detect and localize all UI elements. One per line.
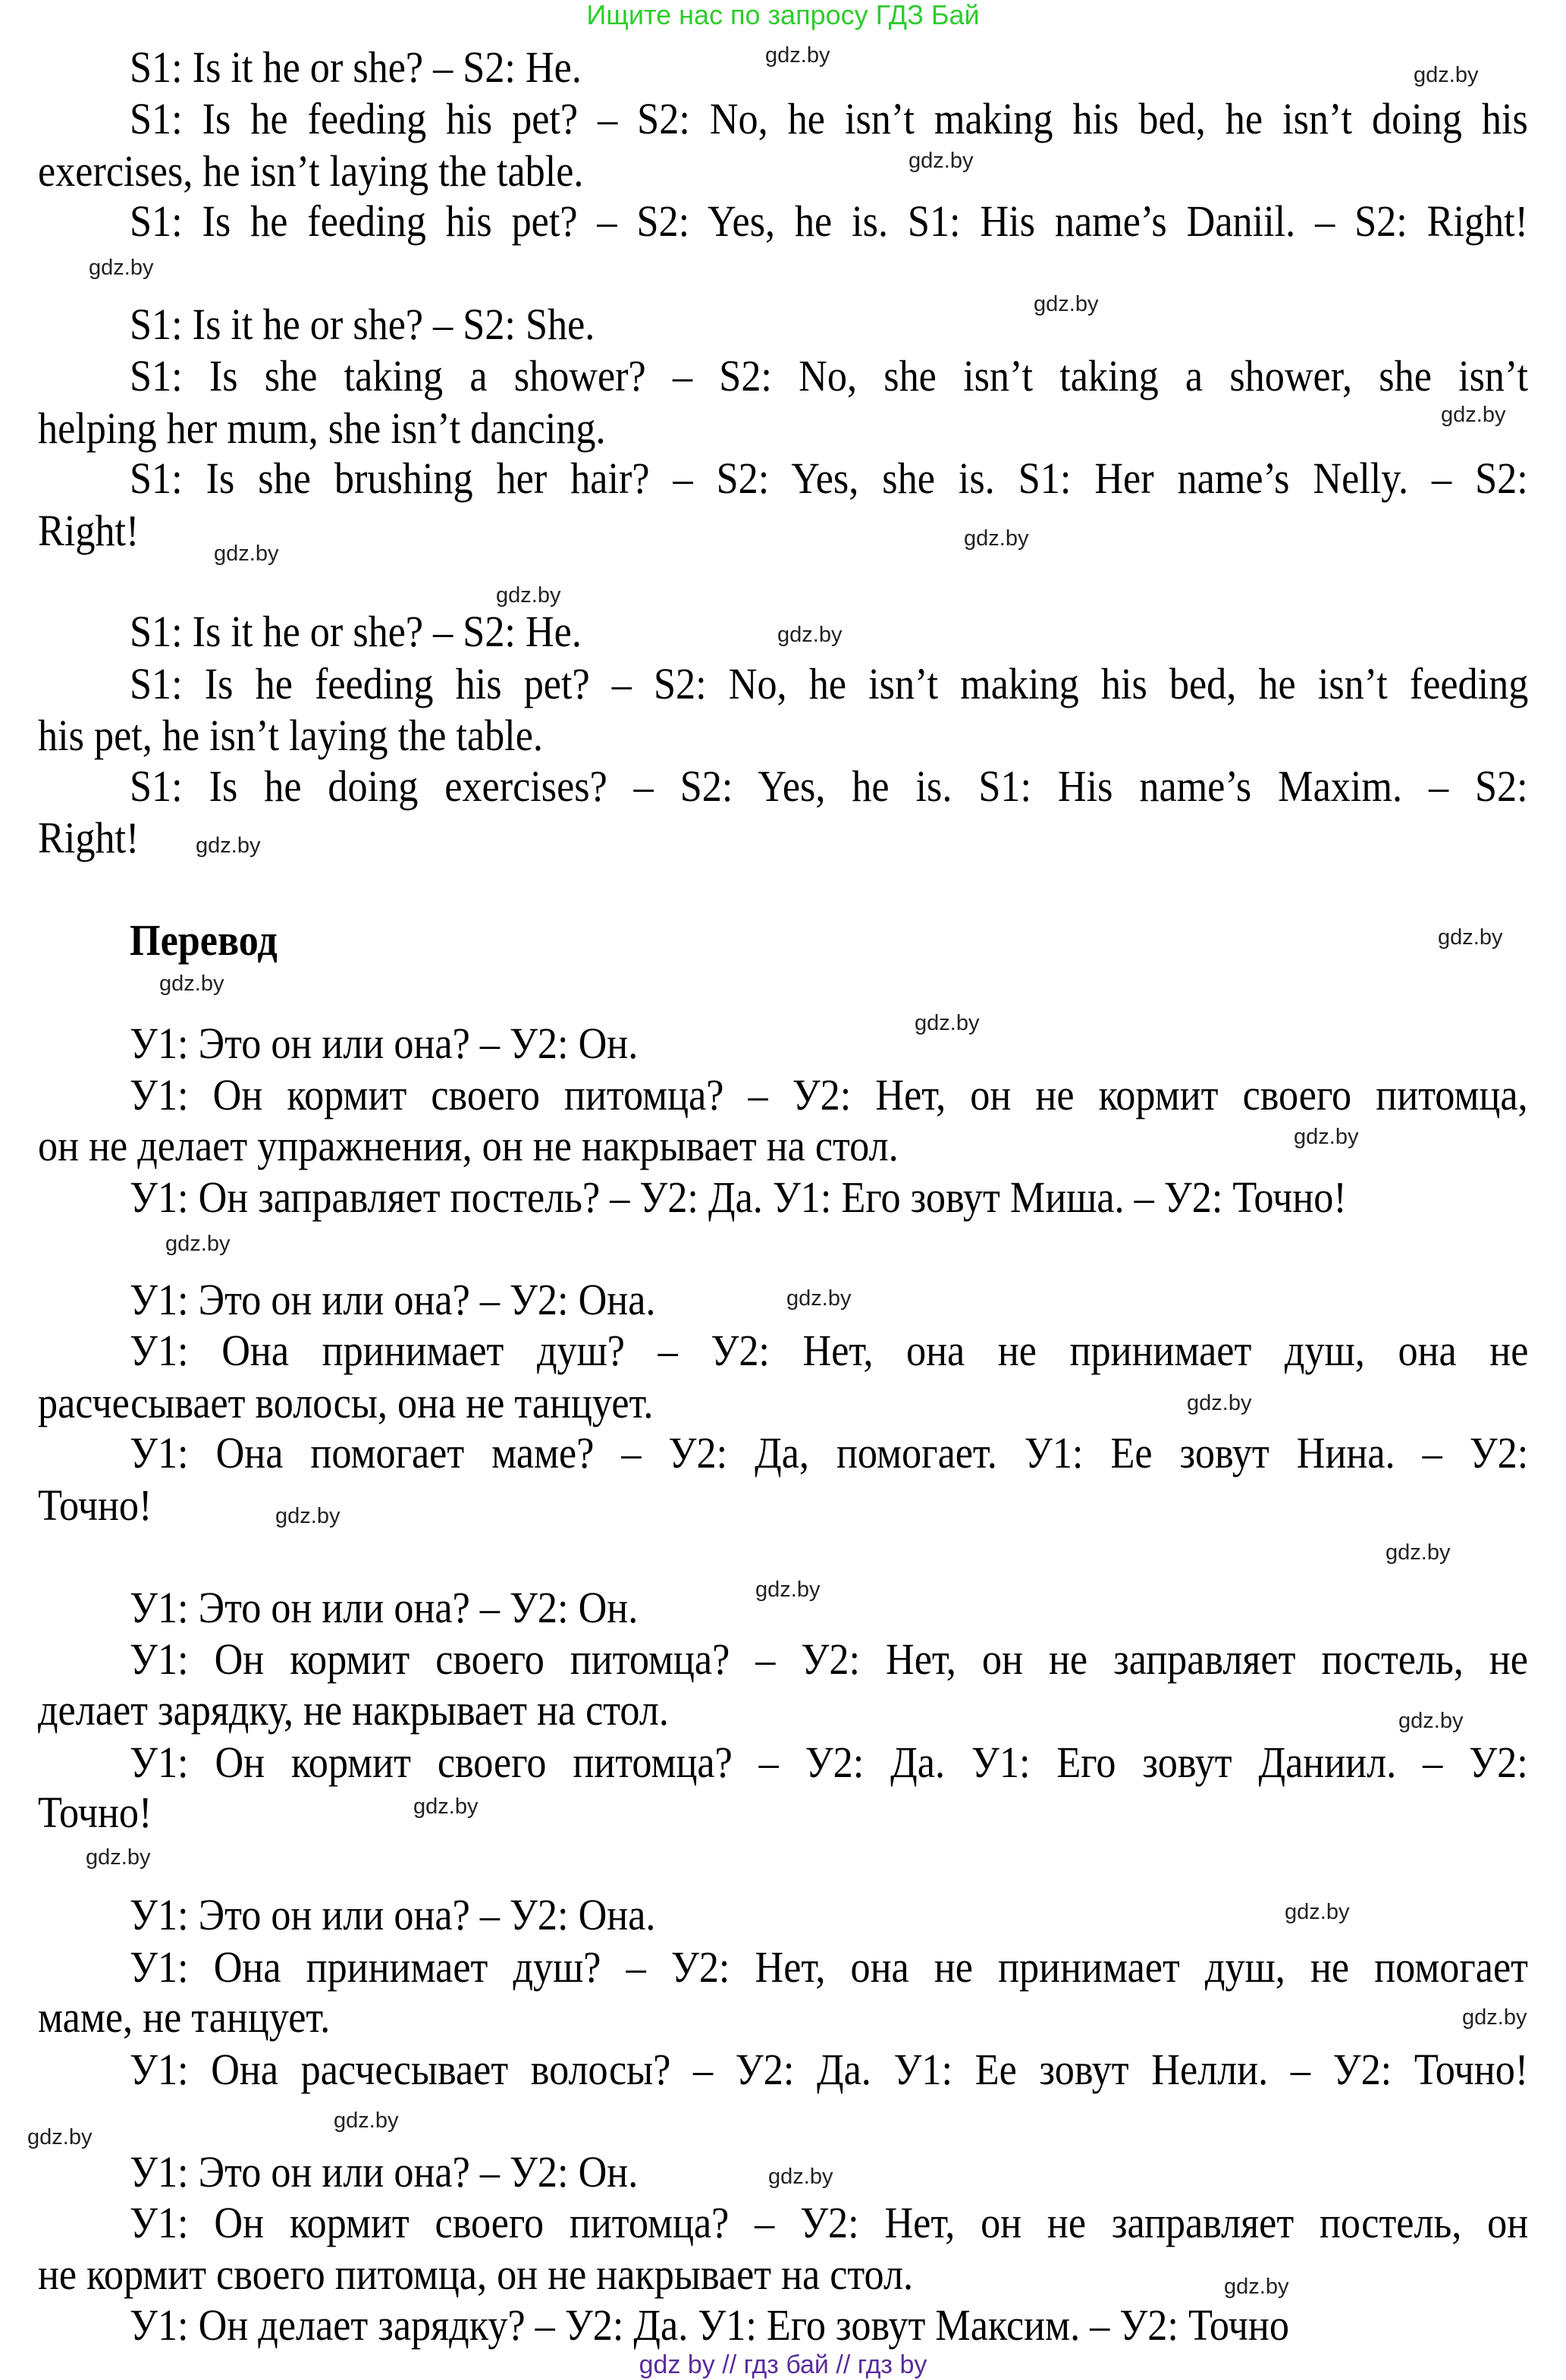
watermark-gdz: gdz.by	[413, 1794, 479, 1819]
text-line: У1: Он кормит своего питомца? – У2: Нет, он не заправляет постель, он	[130, 2198, 1529, 2247]
text-line: расчесывает волосы, она не танцует.	[38, 1378, 654, 1427]
text-line: Right!	[38, 813, 140, 862]
text-line: S1: Is he feeding his pet? – S2: No, he isn’t making his bed, he isn’t feeding	[130, 659, 1529, 708]
text-line: не кормит своего питомца, он не накрывает на стол.	[38, 2250, 914, 2299]
watermark-gdz: gdz.by	[1386, 1540, 1451, 1565]
watermark-gdz: gdz.by	[1187, 1391, 1252, 1415]
watermark-gdz: gdz.by	[275, 1504, 341, 1528]
text-line: У1: Он заправляет постель? – У2: Да. У1: Его зовут Миша. – У2: Точно!	[130, 1173, 1347, 1222]
watermark-gdz: gdz.by	[1034, 292, 1099, 316]
text-line: S1: Is she brushing her hair? – S2: Yes, she is. S1: Her name’s Nelly. – S2:	[130, 454, 1528, 503]
text-line: У1: Она помогает маме? – У2: Да, помогает. У1: Ее зовут Нина. – У2:	[130, 1428, 1529, 1477]
watermark-gdz: gdz.by	[1294, 1125, 1359, 1149]
text-line: У1: Он кормит своего питомца? – У2: Нет, он не заправляет постель, не	[130, 1634, 1528, 1684]
text-line: У1: Она расчесывает волосы? – У2: Да. У1: Ее зовут Нелли. – У2: Точно!	[130, 2045, 1529, 2094]
text-line: У1: Он кормит своего питомца? – У2: Нет, он не кормит своего питомца,	[130, 1070, 1528, 1119]
watermark-gdz: gdz.by	[165, 1232, 231, 1256]
text-line: У1: Она принимает душ? – У2: Нет, она не принимает душ, не помогает	[130, 1942, 1528, 1992]
watermark-gdz: gdz.by	[214, 542, 279, 566]
watermark-gdz: gdz.by	[1285, 1900, 1350, 1924]
watermark-gdz: gdz.by	[1414, 63, 1479, 87]
text-line: S1: Is he doing exercises? – S2: Yes, he is. S1: His name’s Maxim. – S2:	[130, 761, 1528, 811]
text-line: У1: Он кормит своего питомца? – У2: Да. У1: Его зовут Даниил. – У2:	[130, 1738, 1528, 1787]
section-heading: Перевод	[130, 915, 278, 965]
watermark-gdz: gdz.by	[496, 583, 561, 608]
text-line: S1: Is it he or she? – S2: He.	[130, 42, 582, 92]
text-line: У1: Это он или она? – У2: Она.	[130, 1275, 656, 1324]
text-line: Точно!	[38, 1788, 152, 1837]
watermark-gdz: gdz.by	[915, 1011, 980, 1035]
text-line: S1: Is he feeding his pet? – S2: Yes, he is. S1: His name’s Daniil. – S2: Right!	[130, 196, 1529, 246]
watermark-gdz: gdz.by	[334, 2108, 399, 2133]
watermark-gdz: gdz.by	[86, 1845, 151, 1870]
text-line: Right!	[38, 506, 140, 555]
watermark-gdz: gdz.by	[196, 834, 261, 858]
watermark-gdz: gdz.by	[1438, 925, 1503, 950]
watermark-gdz: gdz.by	[765, 43, 830, 68]
watermark-gdz: gdz.by	[1462, 2005, 1527, 2030]
text-line: exercises, he isn’t laying the table.	[38, 146, 584, 196]
watermark-gdz: gdz.by	[786, 1286, 852, 1311]
watermark-gdz: gdz.by	[777, 623, 843, 647]
text-line: S1: Is she taking a shower? – S2: No, she isn’t taking a shower, she isn’t	[130, 351, 1528, 400]
text-line: S1: Is it he or she? – S2: He.	[130, 607, 582, 656]
watermark-gdz: gdz.by	[1441, 403, 1506, 427]
footer-banner: gdz by // гдз бай // гдз by	[639, 2350, 927, 2379]
watermark-gdz: gdz.by	[909, 149, 974, 173]
text-line: У1: Она принимает душ? – У2: Нет, она не принимает душ, она не	[130, 1326, 1529, 1375]
watermark-gdz: gdz.by	[755, 1578, 821, 1602]
text-line: У1: Это он или она? – У2: Она.	[130, 1890, 656, 1939]
text-line: Точно!	[38, 1480, 152, 1530]
text-line: his pet, he isn’t laying the table.	[38, 711, 543, 760]
text-line: У1: Это он или она? – У2: Он.	[130, 2147, 639, 2196]
watermark-gdz: gdz.by	[159, 972, 224, 996]
watermark-gdz: gdz.by	[27, 2125, 93, 2149]
text-line: У1: Это он или она? – У2: Он.	[130, 1019, 639, 1068]
search-hint-banner: Ищите нас по запросу ГДЗ Бай	[586, 0, 980, 30]
text-line: маме, не танцует.	[38, 1992, 331, 2042]
text-line: У1: Это он или она? – У2: Он.	[130, 1583, 639, 1632]
text-line: S1: Is he feeding his pet? – S2: No, he isn’t making his bed, he isn’t doing his	[130, 94, 1528, 143]
watermark-gdz: gdz.by	[1224, 2275, 1289, 2299]
text-line: он не делает упражнения, он не накрывает на стол.	[38, 1121, 899, 1170]
watermark-gdz: gdz.by	[964, 526, 1029, 551]
watermark-gdz: gdz.by	[1398, 1709, 1464, 1733]
text-line: helping her mum, she isn’t dancing.	[38, 403, 606, 453]
text-line: S1: Is it he or she? – S2: She.	[130, 300, 595, 349]
watermark-gdz: gdz.by	[89, 256, 154, 280]
text-line: делает зарядку, не накрывает на стол.	[38, 1685, 669, 1735]
text-line: У1: Он делает зарядку? – У2: Да. У1: Его зовут Максим. – У2: Точно	[130, 2300, 1289, 2350]
watermark-gdz: gdz.by	[768, 2165, 833, 2189]
